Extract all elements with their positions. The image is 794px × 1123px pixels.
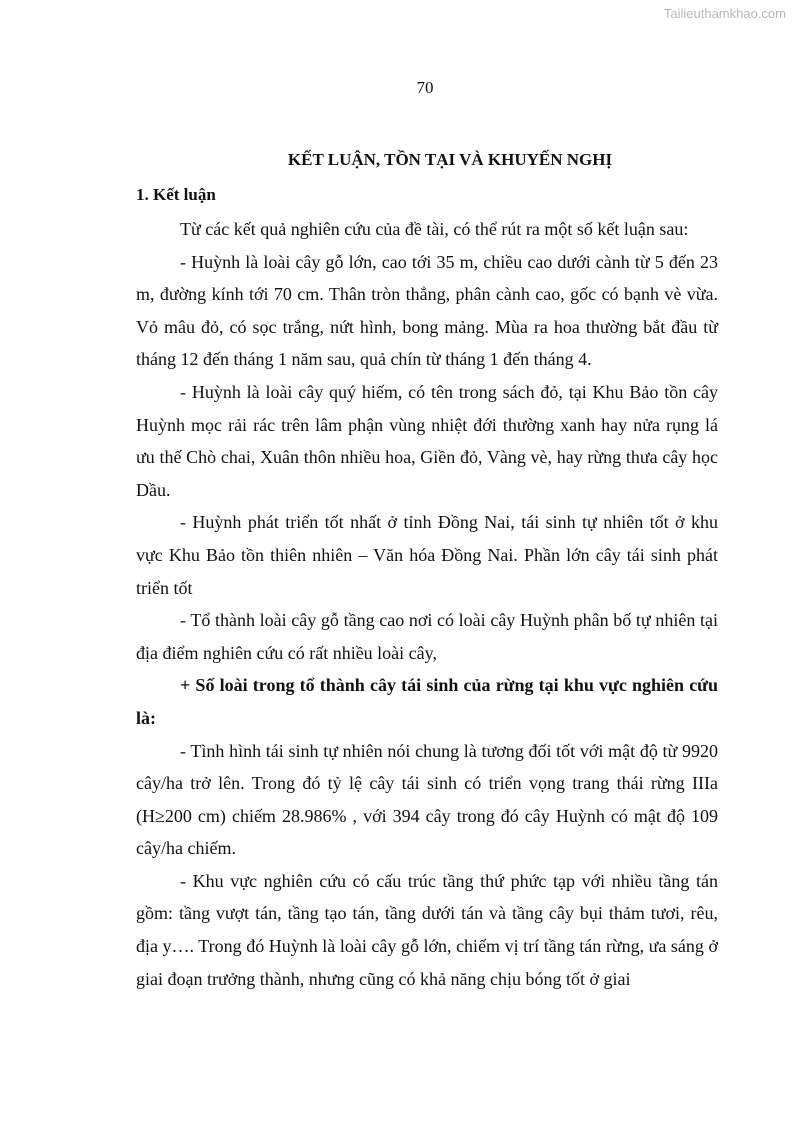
paragraph-growth: - Huỳnh phát triển tốt nhất ở tỉnh Đồng Nai, tái sinh tự nhiên tốt ở khu vực Khu Bảo tồn thiên nhiên – Văn hóa Đồng Nai. Phần lớn cây tái sinh phát triển tốt — [136, 512, 718, 598]
page-number: 70 — [416, 78, 434, 97]
paragraph-description: - Huỳnh là loài cây gỗ lớn, cao tới 35 m, chiều cao dưới cành từ 5 đến 23 m, đường kính tới 70 cm. Thân tròn thẳng, phân cành cao, gốc có bạnh vè vừa. Vỏ mâu đỏ, có sọc trắng, nứt hình, bong mảng. Mùa ra hoa thường bắt đầu từ tháng 12 đến tháng 1 năm sau, quả chín từ tháng 1 đến tháng 4. — [136, 251, 718, 370]
body-text — [136, 213, 718, 995]
paragraph-species-count: + Số loài trong tổ thành cây tái sinh của rừng tại khu vực nghiên cứu là: — [136, 675, 718, 728]
paragraph-structure: - Khu vực nghiên cứu có cấu trúc tầng thứ phức tạp với nhiều tầng tán gồm: tầng vượt tán, tầng tạo tán, tầng dưới tán và tầng cây bụi thảm tươi, rêu, địa y…. Trong đó Huỳnh là loài cây gỗ lớn, chiếm vị trí tầng tán rừng, ưa sáng ở giai đoạn trưởng thành, nhưng cũng có khả năng chịu bóng tốt ở giai — [136, 870, 718, 989]
chapter-heading: KẾT LUẬN, TỒN TẠI VÀ KHUYẾN NGHỊ — [287, 150, 613, 169]
paragraph-rarity: - Huỳnh là loài cây quý hiếm, có tên trong sách đỏ, tại Khu Bảo tồn cây Huỳnh mọc rải rác trên lâm phận vùng nhiệt đới thường xanh hay nửa rụng lá ưu thế Chò chai, Xuân thôn nhiều hoa, Giền đỏ, Vàng vè, hay rừng thưa cây học Dầu. — [136, 381, 718, 500]
paragraph-regeneration: - Tình hình tái sinh tự nhiên nói chung là tương đối tốt với mật độ từ 9920 cây/ha trở lên. Trong đó tỷ lệ cây tái sinh có triển vọng trang thái rừng IIIa (H≥200 cm) chiếm 28.986% , với 394 cây trong đó cây Huỳnh có mật độ 109 cây/ha chiếm. — [136, 740, 718, 859]
paragraph-intro: Từ các kết quả nghiên cứu của đề tài, có thể rút ra một số kết luận sau: — [180, 219, 689, 239]
paragraph-composition: - Tổ thành loài cây gỗ tầng cao nơi có loài cây Huỳnh phân bố tự nhiên tại địa điểm nghiên cứu có rất nhiều loài cây, — [136, 610, 718, 663]
section-title: 1. Kết luận — [136, 185, 216, 204]
watermark: Tailieuthamkhao.com — [663, 6, 786, 21]
